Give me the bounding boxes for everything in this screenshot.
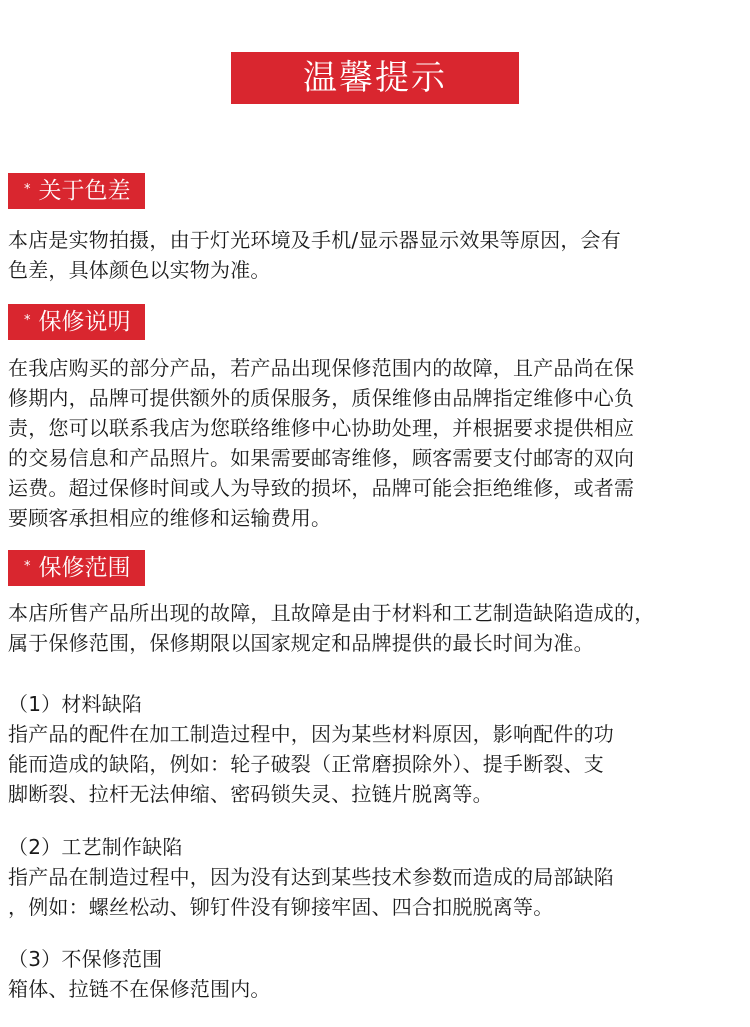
text-line: 运费。超过保修时间或人为导致的损坏，品牌可能会拒绝维修，或者需 [8,476,635,500]
section-heading-warranty-notes [8,304,145,340]
text-line: 指产品在制造过程中，因为没有达到某些技术参数而造成的局部缺陷 [8,865,614,889]
section-heading-label: 保修范围 [38,555,131,581]
section-body-color-difference [8,225,744,285]
star-icon: * [24,312,31,328]
item-label: （3）不保修范围 [8,947,163,971]
section-heading-warranty-scope [8,550,145,586]
text-line: 能而造成的缺陷，例如：轮子破裂（正常磨损除外）、提手断裂、支 [8,752,604,776]
item-craft-defect [8,832,744,922]
star-icon: * [24,558,31,574]
item-not-covered [8,944,744,1004]
star-icon: * [24,181,31,197]
text-line: 责，您可以联系我店为您联络维修中心协助处理，并根据要求提供相应 [8,416,635,440]
section-heading-color-difference [8,173,145,209]
text-line: 修期内，品牌可提供额外的质保服务，质保维修由品牌指定维修中心负 [8,386,635,410]
item-label: （2）工艺制作缺陷 [8,835,183,859]
text-line: 属于保修范围，保修期限以国家规定和品牌提供的最长时间为准。 [8,631,594,655]
section-body-warranty-scope [8,598,744,658]
text-line: 本店所售产品所出现的故障，且故障是由于材料和工艺制造缺陷造成的， [8,601,655,625]
text-line: 在我店购买的部分产品，若产品出现保修范围内的故障，且产品尚在保 [8,356,635,380]
text-line: ，例如：螺丝松动、铆钉件没有铆接牢固、四合扣脱脱离等。 [8,895,554,919]
text-line: 指产品的配件在加工制造过程中，因为某些材料原因，影响配件的功 [8,722,614,746]
section-heading-label: 关于色差 [38,178,131,204]
page-title: 温馨提示 [231,52,519,104]
text-line: 要顾客承担相应的维修和运输费用。 [8,506,332,530]
text-line: 箱体、拉链不在保修范围内。 [8,977,271,1001]
text-line: 本店是实物拍摄，由于灯光环境及手机/显示器显示效果等原因，会有 [8,228,621,252]
text-line: 色差，具体颜色以实物为准。 [8,258,271,282]
section-heading-label: 保修说明 [38,309,131,335]
item-material-defect [8,689,744,809]
item-label: （1）材料缺陷 [8,692,143,716]
text-line: 的交易信息和产品照片。如果需要邮寄维修，顾客需要支付邮寄的双向 [8,446,635,470]
section-body-warranty-notes [8,353,744,533]
text-line: 脚断裂、拉杆无法伸缩、密码锁失灵、拉链片脱离等。 [8,782,493,806]
